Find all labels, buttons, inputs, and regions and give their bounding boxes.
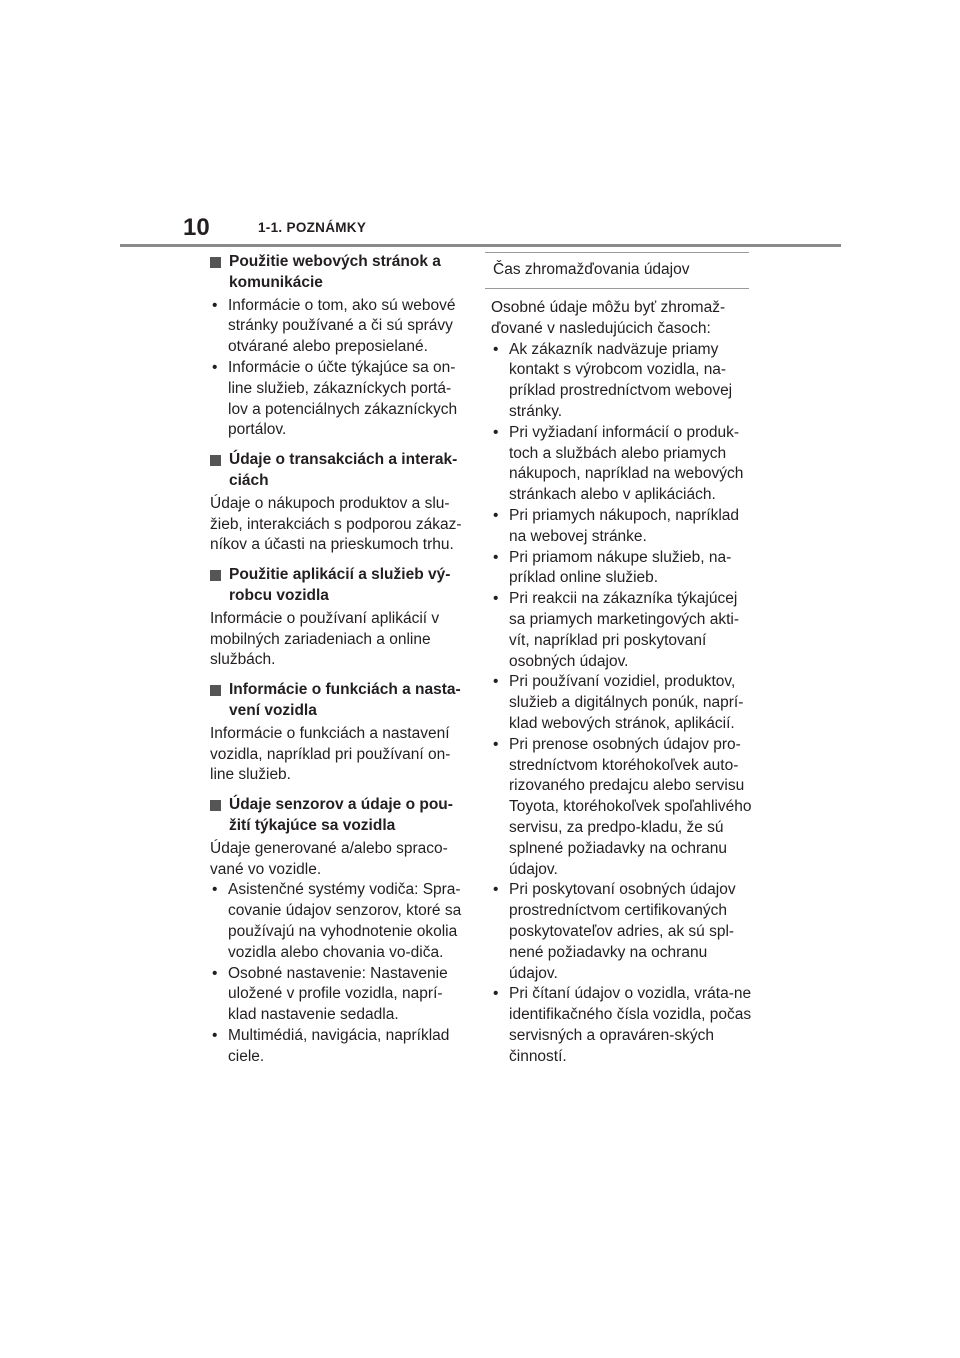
right-column [491,252,755,1067]
square-bullet-icon [210,257,221,268]
section-sensor-data [210,795,468,1067]
header-rule [120,244,841,247]
square-bullet-icon [210,800,221,811]
bullet-dot-icon: • [212,358,218,376]
boxed-section-title: Čas zhromažďovania údajov [485,252,749,289]
bullet-dot-icon: • [493,673,499,691]
list-item-text: Pri priamom nákupe služieb, na-príklad online služieb. [509,548,732,587]
list-item-text: Osobné nastavenie: Nastavenie uložené v profile vozidla, naprí-klad nastavenie sedadla. [228,964,448,1024]
list-item-text: Pri prenose osobných údajov pro-stredníctvom ktoréhokoľvek auto-rizovaného predajcu alebo servisu Toyota, ktoréhokoľvek spoľahlivého servisu, za predpo-kladu, že sú splnené požiadavky na ochranu údajov. [509,735,752,878]
bullet-dot-icon: • [493,506,499,524]
list-item-text: Informácie o tom, ako sú webové stránky používané a či sú správy otvárané alebo preposielané. [228,296,456,356]
list-item [491,880,755,984]
chapter-title: 1-1. POZNÁMKY [258,220,367,235]
bullet-dot-icon: • [493,881,499,899]
section-paragraph: Informácie o používaní aplikácií v mobilných zariadeniach a online službách. [210,609,440,669]
bullet-dot-icon: • [212,964,218,982]
bullet-dot-icon: • [212,881,218,899]
section-title-text: Údaje o transakciách a interak-ciách [229,451,458,489]
list-item-text: Pri poskytovaní osobných údajov prostredníctvom certifikovaných poskytovateľov adries, ak sú spl-nené požiadavky na ochranu údajov. [509,881,736,982]
list-item [491,672,755,734]
intro-paragraph: Osobné údaje môžu byť zhromaž-ďované v nasledujúcich časoch: [491,299,726,337]
square-bullet-icon [210,455,221,466]
bullet-list [210,296,468,442]
list-item [491,423,755,506]
list-item-text: Pri používaní vozidiel, produktov, služieb a digitálnych ponúk, naprí-klad webových stránok, aplikácií. [509,673,744,732]
list-item [491,506,755,548]
section-title [210,795,468,837]
list-item [491,340,755,423]
bullet-dot-icon: • [493,985,499,1003]
section-title-text: Použitie webových stránok a komunikácie [229,253,441,291]
section-title [210,565,468,607]
section-title [210,450,468,492]
bullet-dot-icon: • [493,735,499,753]
section-transactions [210,450,468,556]
section-title [210,680,468,722]
section-web-usage [210,252,468,441]
bullet-dot-icon: • [212,296,218,314]
list-item-text: Pri čítaní údajov o vozidla, vráta-ne identifikačného čísla vozidla, počas servisných a opraváren-ských činností. [509,985,752,1065]
section-title-text: Údaje senzorov a údaje o pou-žití týkajúce sa vozidla [229,796,453,834]
section-paragraph: Údaje o nákupoch produktov a slu-žieb, interakciách s podporou zákaz-níkov a účasti na prieskumoch trhu. [210,494,462,554]
list-item [210,358,468,441]
list-item-text: Ak zákazník nadväzuje priamy kontakt s výrobcom vozidla, na-príklad prostredníctvom webovej stránky. [509,340,733,420]
bullet-dot-icon: • [212,1026,218,1044]
bullet-dot-icon: • [493,340,499,358]
list-item [210,296,468,358]
list-item [491,735,755,881]
list-item [210,880,468,963]
list-item [491,589,755,672]
square-bullet-icon [210,685,221,696]
bullet-dot-icon: • [493,423,499,441]
list-item [491,984,755,1067]
square-bullet-icon [210,570,221,581]
section-vehicle-settings [210,680,468,786]
list-item-text: Pri reakcii na zákazníka týkajúcej sa priamych marketingových akti-vít, napríklad pri poskytovaní osobných údajov. [509,590,739,670]
bullet-dot-icon: • [493,548,499,566]
bullet-list [491,340,755,1068]
list-item-text: Pri priamych nákupoch, napríklad na webovej stránke. [509,506,740,545]
page-number: 10 [183,214,210,241]
section-title-text: Použitie aplikácií a služieb vý-robcu vozidla [229,566,451,604]
section-paragraph: Informácie o funkciách a nastavení vozidla, napríklad pri používaní on-line služieb. [210,724,451,784]
left-column [210,252,468,1076]
list-item-text: Multimédiá, navigácia, napríklad ciele. [228,1026,450,1065]
list-item [210,1026,468,1068]
list-item-text: Informácie o účte týkajúce sa on-line služieb, zákazníckych portá-lov a potenciálnych zákazníckych portálov. [228,358,458,439]
section-paragraph: Údaje generované a/alebo spraco-vané vo vozidle. [210,839,448,878]
section-apps [210,565,468,671]
section-title-text: Informácie o funkciách a nasta-vení vozidla [229,681,461,719]
bullet-list [210,880,468,1067]
bullet-dot-icon: • [493,590,499,608]
list-item-text: Asistenčné systémy vodiča: Spra-covanie údajov senzorov, ktoré sa používajú na vyhodnotenie okolia vozidla alebo chovania vo-diča. [228,881,462,961]
list-item [491,548,755,590]
list-item-text: Pri vyžiadaní informácií o produk-toch a službách alebo priamych nákupoch, napríklad na webových stránkach alebo v aplikáciách. [509,423,744,504]
list-item [210,964,468,1026]
section-title [210,252,468,294]
